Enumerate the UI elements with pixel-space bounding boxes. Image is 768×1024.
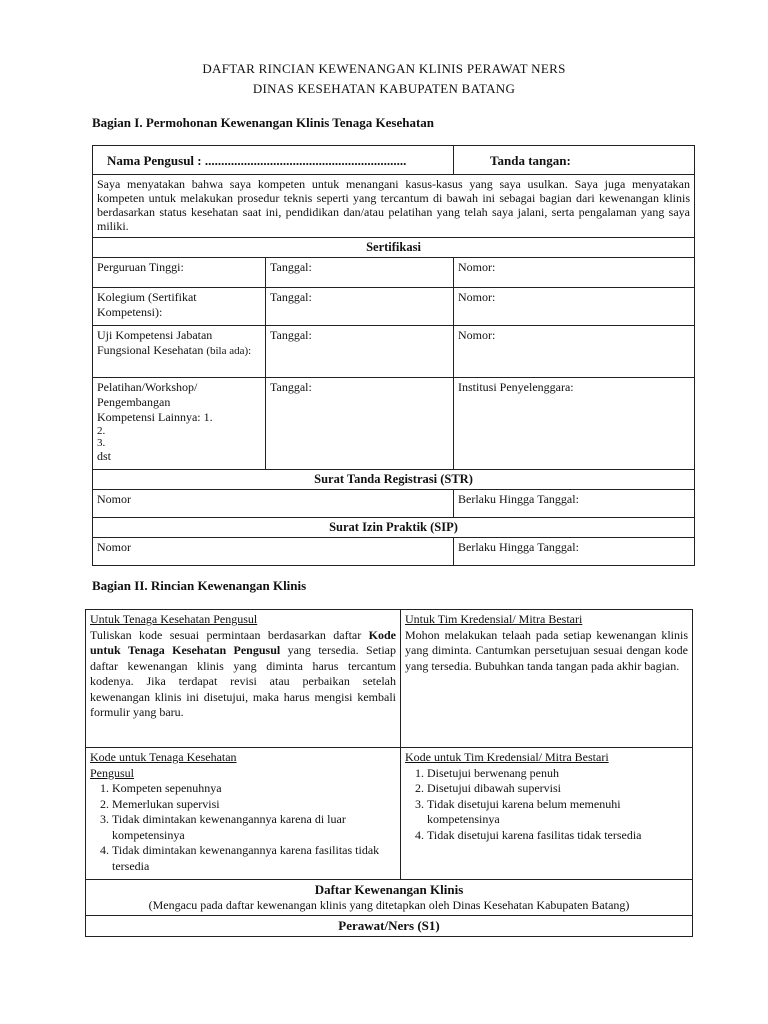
sertifikasi-header: Sertifikasi (93, 238, 695, 258)
str-berlaku-field[interactable]: Berlaku Hingga Tanggal: (454, 490, 695, 518)
list-item: 1. Kompeten sepenuhnya (112, 781, 396, 797)
uji-nomor-field[interactable]: Nomor: (454, 326, 695, 378)
sip-header: Surat Izin Praktik (SIP) (93, 518, 695, 538)
list-item: 4. Tidak dimintakan kewenangannya karena fasilitas tidak tersedia (112, 843, 396, 874)
document-title-line1: DAFTAR RINCIAN KEWENANGAN KLINIS PERAWAT NERS (202, 61, 566, 76)
untuk-tim-cell: Untuk Tim Kredensial/ Mitra Bestari Mohon melakukan telaah pada setiap kewenangan klinis yang diminta. Cantumkan persetujuan sesuai dengan kode yang tersedia. Bubuhkan tanda tangan pada akhir bagian. (401, 610, 693, 748)
nama-pengusul-field[interactable]: Nama Pengusul : .............................................................. (93, 146, 454, 175)
list-item: 2. Memerlukan supervisi (112, 797, 396, 813)
kolegium-label: Kolegium (Sertifikat Kompetensi): (93, 288, 266, 326)
kode-tim-cell: Kode untuk Tim Kredensial/ Mitra Bestari 1. Disetujui berwenang penuh 2. Disetujui dibawah supervisi 3. Tidak disetujui karena belum memenuhi kompetensinya 4. Tidak disetujui karena fasilitas tidak tersedia (401, 748, 693, 880)
statement-text: Saya menyatakan bahwa saya kompeten untuk menangani kasus-kasus yang saya usulkan. Saya juga menyatakan kompeten untuk melakukan prosedur teknis seperti yang tercantum di bawah ini sebagai bagian dari kewenangan klinis berdasarkan status kesehatan saat ini, pendidikan dan/atau pelatihan yang telah saya jalani, serta pengalaman yang saya miliki. (93, 175, 695, 238)
daftar-kewenangan-cell (86, 880, 693, 916)
untuk-pengusul-heading: Untuk Tenaga Kesehatan Pengusul (90, 612, 258, 626)
str-header: Surat Tanda Registrasi (STR) (93, 470, 695, 490)
list-item: 3. Tidak disetujui karena belum memenuhi kompetensinya (427, 797, 688, 828)
perguruan-nomor-field[interactable]: Nomor: (454, 258, 695, 288)
document-title-line2: DINAS KESEHATAN KABUPATEN BATANG (252, 81, 516, 96)
sip-nomor-field[interactable]: Nomor (93, 538, 454, 566)
list-item: 3. Tidak dimintakan kewenangannya karena di luar kompetensinya (112, 812, 396, 843)
pelatihan-label: Pelatihan/Workshop/ Pengembangan Kompetensi Lainnya: 1. 2. 3. dst (93, 378, 266, 470)
perawat-ners-header: Perawat/Ners (S1) (86, 916, 693, 937)
section2-title: Bagian II. Rincian Kewenangan Klinis (92, 578, 307, 593)
untuk-tim-heading: Untuk Tim Kredensial/ Mitra Bestari (405, 612, 583, 626)
kode-pengusul-list (90, 781, 396, 874)
untuk-pengusul-cell: Untuk Tenaga Kesehatan Pengusul Tuliskan kode sesuai permintaan berdasarkan daftar Kode untuk Tenaga Kesehatan Pengusul yang tersedia. Setiap daftar kewenangan klinis yang diminta harus tercantum kodenya. Jika terdapat revisi atau perbaikan setelah kewenangan klinis ini disetujui, maka harus mengisi kembali formulir yang baru. (86, 610, 401, 748)
daftar-kewenangan-subtitle: (Mengacu pada daftar kewenangan klinis yang ditetapkan oleh Dinas Kesehatan Kabupaten Batang) (148, 897, 630, 912)
kolegium-nomor-field[interactable]: Nomor: (454, 288, 695, 326)
uji-kompetensi-label: Uji Kompetensi Jabatan Fungsional Kesehatan (bila ada): (93, 326, 266, 378)
daftar-kewenangan-title: Daftar Kewenangan Klinis (314, 882, 464, 897)
list-item: 4. Tidak disetujui karena fasilitas tidak tersedia (427, 828, 688, 844)
uji-tanggal-field[interactable]: Tanggal: (266, 326, 454, 378)
perguruan-tanggal-field[interactable]: Tanggal: (266, 258, 454, 288)
rincian-table (85, 609, 693, 937)
list-item: 1. Disetujui berwenang penuh (427, 766, 688, 782)
kode-tim-list (405, 766, 688, 844)
str-nomor-field[interactable]: Nomor (93, 490, 454, 518)
kode-pengusul-cell: Kode untuk Tenaga Kesehatan Pengusul 1. Kompeten sepenuhnya 2. Memerlukan supervisi 3. Tidak dimintakan kewenangannya karena di luar kompetensinya 4. Tidak dimintakan kewenangannya karena fasilitas tidak tersedia (86, 748, 401, 880)
section1-title: Bagian I. Permohonan Kewenangan Klinis Tenaga Kesehatan (92, 115, 435, 130)
pelatihan-tanggal-field[interactable]: Tanggal: (266, 378, 454, 470)
perguruan-label: Perguruan Tinggi: (93, 258, 266, 288)
tanda-tangan-field[interactable]: Tanda tangan: (454, 146, 695, 175)
list-item: 2. Disetujui dibawah supervisi (427, 781, 688, 797)
kolegium-tanggal-field[interactable]: Tanggal: (266, 288, 454, 326)
institusi-field[interactable]: Institusi Penyelenggara: (454, 378, 695, 470)
sip-berlaku-field[interactable]: Berlaku Hingga Tanggal: (454, 538, 695, 566)
permohonan-table (92, 145, 695, 566)
